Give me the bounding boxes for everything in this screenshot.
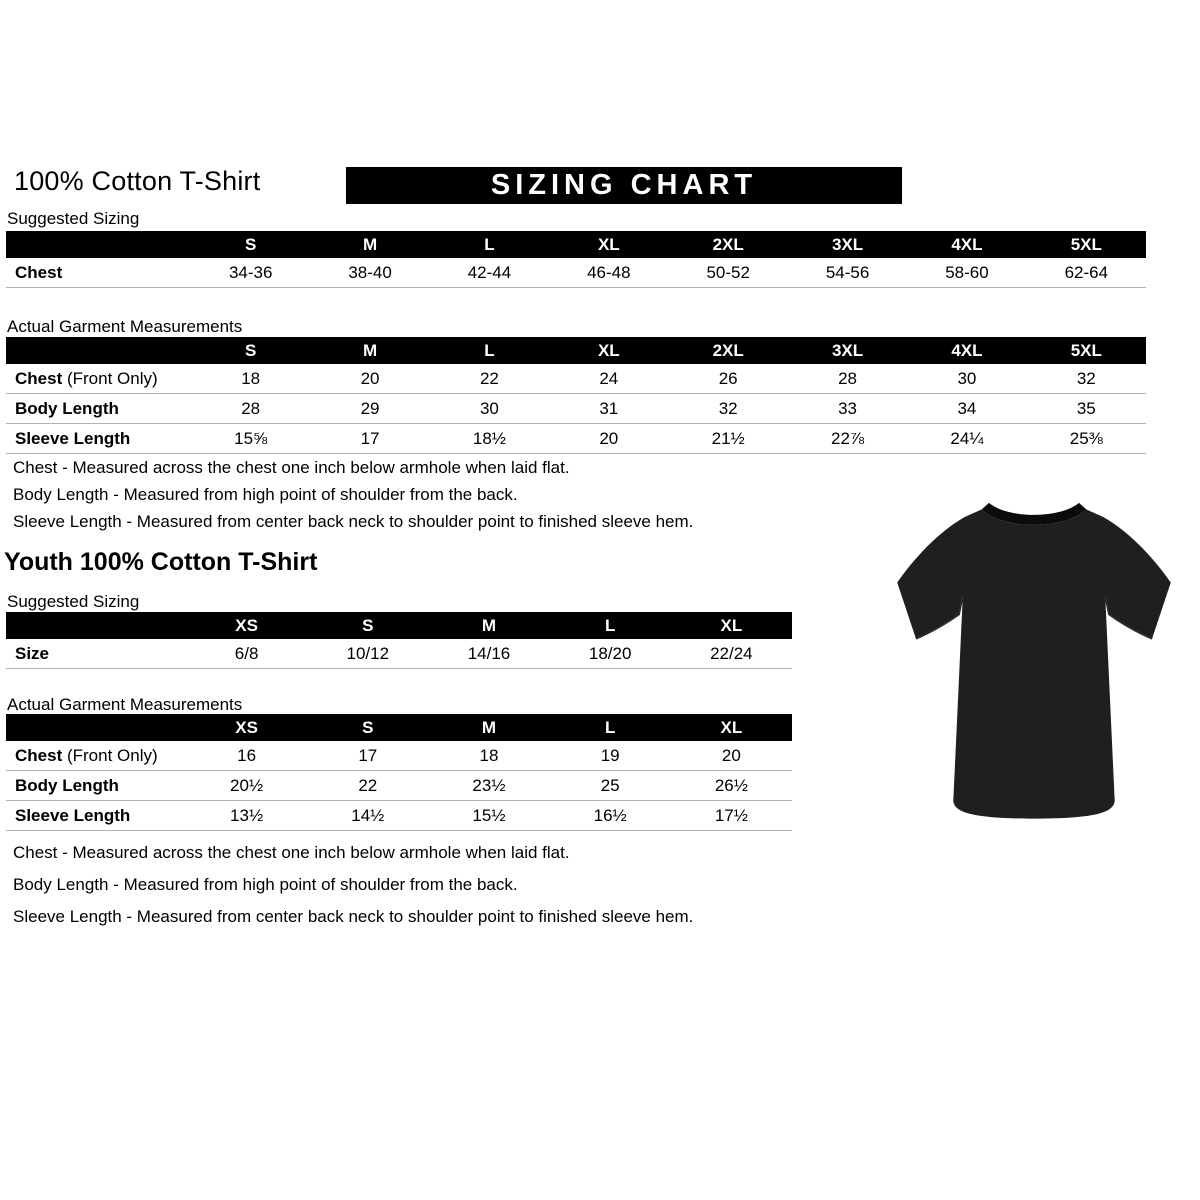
youth-suggested-sizing-label: Suggested Sizing xyxy=(7,592,140,611)
col-header: L xyxy=(430,337,549,364)
cell: 29 xyxy=(310,394,429,424)
col-header: 5XL xyxy=(1027,231,1146,258)
cell: 17 xyxy=(310,424,429,454)
empty-header-cell xyxy=(6,231,191,258)
col-header: 4XL xyxy=(907,337,1026,364)
cell: 24¼ xyxy=(907,424,1026,454)
tshirt-silhouette-icon xyxy=(884,472,1184,828)
page-title: 100% Cotton T-Shirt xyxy=(14,166,261,196)
youth-measurement-notes xyxy=(13,843,693,939)
cell: 16½ xyxy=(550,801,671,831)
col-header: M xyxy=(310,231,429,258)
col-header: S xyxy=(307,612,428,639)
col-header: M xyxy=(428,714,549,741)
col-header: M xyxy=(310,337,429,364)
col-header: S xyxy=(307,714,428,741)
col-header: XL xyxy=(549,337,668,364)
cell: 33 xyxy=(788,394,907,424)
cell: 50-52 xyxy=(669,258,788,288)
cell: 34-36 xyxy=(191,258,310,288)
cell: 32 xyxy=(669,394,788,424)
note-chest: Chest - Measured across the chest one inch below armhole when laid flat. xyxy=(13,843,570,862)
cell: 22 xyxy=(430,364,549,394)
cell: 58-60 xyxy=(907,258,1026,288)
cell: 35 xyxy=(1027,394,1146,424)
table-row xyxy=(6,424,1146,454)
row-label-suffix: (Front Only) xyxy=(62,745,158,765)
cell: 54-56 xyxy=(788,258,907,288)
note-body-length: Body Length - Measured from high point of shoulder from the back. xyxy=(13,485,518,504)
table-row xyxy=(6,741,792,771)
col-header: XL xyxy=(671,714,792,741)
col-header: XL xyxy=(671,612,792,639)
cell: 20 xyxy=(671,741,792,771)
youth-suggested-sizing-table xyxy=(6,612,792,669)
col-header: S xyxy=(191,231,310,258)
note-sleeve-length: Sleeve Length - Measured from center back neck to shoulder point to finished sleeve hem. xyxy=(13,512,694,531)
cell: 6/8 xyxy=(186,639,307,669)
cell: 17½ xyxy=(671,801,792,831)
table-row xyxy=(6,258,1146,288)
cell: 14½ xyxy=(307,801,428,831)
adult-measurement-notes xyxy=(13,458,693,539)
col-header: XS xyxy=(186,612,307,639)
cell: 22/24 xyxy=(671,639,792,669)
cell: 34 xyxy=(907,394,1026,424)
cell: 22 xyxy=(307,771,428,801)
youth-actual-garment-label: Actual Garment Measurements xyxy=(7,695,243,714)
cell: 20½ xyxy=(186,771,307,801)
adult-suggested-sizing-label: Suggested Sizing xyxy=(7,209,140,228)
adult-actual-garment-label: Actual Garment Measurements xyxy=(7,317,243,336)
cell: 20 xyxy=(549,424,668,454)
row-label xyxy=(6,741,186,771)
table-row xyxy=(6,801,792,831)
cell: 10/12 xyxy=(307,639,428,669)
row-label: Body Length xyxy=(6,771,186,801)
cell: 18 xyxy=(428,741,549,771)
table-row xyxy=(6,394,1146,424)
col-header: L xyxy=(550,714,671,741)
cell: 20 xyxy=(310,364,429,394)
cell: 22⅞ xyxy=(788,424,907,454)
col-header: 4XL xyxy=(907,231,1026,258)
cell: 25⅜ xyxy=(1027,424,1146,454)
empty-header-cell xyxy=(6,612,186,639)
row-label-text: Chest xyxy=(15,745,63,765)
cell: 15½ xyxy=(428,801,549,831)
row-label: Size xyxy=(6,639,186,669)
cell: 21½ xyxy=(669,424,788,454)
cell: 31 xyxy=(549,394,668,424)
col-header: 2XL xyxy=(669,337,788,364)
cell: 30 xyxy=(430,394,549,424)
row-label xyxy=(6,364,191,394)
cell: 18½ xyxy=(430,424,549,454)
cell: 62-64 xyxy=(1027,258,1146,288)
cell: 18 xyxy=(191,364,310,394)
table-row xyxy=(6,364,1146,394)
row-label: Sleeve Length xyxy=(6,801,186,831)
adult-suggested-sizing-table xyxy=(6,231,1146,288)
table-header-row xyxy=(6,612,792,639)
cell: 18/20 xyxy=(550,639,671,669)
banner-text: SIZING CHART xyxy=(490,169,758,201)
cell: 14/16 xyxy=(428,639,549,669)
cell: 13½ xyxy=(186,801,307,831)
cell: 28 xyxy=(788,364,907,394)
col-header: M xyxy=(428,612,549,639)
table-header-row xyxy=(6,231,1146,258)
row-label: Body Length xyxy=(6,394,191,424)
row-label-text: Chest xyxy=(15,368,63,388)
cell: 23½ xyxy=(428,771,549,801)
note-chest: Chest - Measured across the chest one inch below armhole when laid flat. xyxy=(13,458,570,477)
empty-header-cell xyxy=(6,714,186,741)
cell: 32 xyxy=(1027,364,1146,394)
row-label: Sleeve Length xyxy=(6,424,191,454)
col-header: 2XL xyxy=(669,231,788,258)
table-row xyxy=(6,639,792,669)
cell: 30 xyxy=(907,364,1026,394)
col-header: 3XL xyxy=(788,231,907,258)
empty-header-cell xyxy=(6,337,191,364)
cell: 26½ xyxy=(671,771,792,801)
cell: 25 xyxy=(550,771,671,801)
row-label: Chest xyxy=(6,258,191,288)
table-header-row xyxy=(6,714,792,741)
cell: 16 xyxy=(186,741,307,771)
col-header: XS xyxy=(186,714,307,741)
col-header: XL xyxy=(549,231,668,258)
black-tshirt-image xyxy=(884,472,1184,828)
col-header: S xyxy=(191,337,310,364)
col-header: L xyxy=(550,612,671,639)
adult-actual-measurements-table xyxy=(6,337,1146,454)
row-label-suffix: (Front Only) xyxy=(62,368,158,388)
table-header-row xyxy=(6,337,1146,364)
col-header: L xyxy=(430,231,549,258)
youth-actual-measurements-table xyxy=(6,714,792,831)
note-sleeve-length: Sleeve Length - Measured from center back neck to shoulder point to finished sleeve hem. xyxy=(13,907,694,926)
cell: 28 xyxy=(191,394,310,424)
table-row xyxy=(6,771,792,801)
cell: 26 xyxy=(669,364,788,394)
cell: 24 xyxy=(549,364,668,394)
cell: 46-48 xyxy=(549,258,668,288)
col-header: 5XL xyxy=(1027,337,1146,364)
cell: 38-40 xyxy=(310,258,429,288)
cell: 42-44 xyxy=(430,258,549,288)
cell: 17 xyxy=(307,741,428,771)
cell: 15⅝ xyxy=(191,424,310,454)
note-body-length: Body Length - Measured from high point of shoulder from the back. xyxy=(13,875,518,894)
col-header: 3XL xyxy=(788,337,907,364)
youth-section-title: Youth 100% Cotton T-Shirt xyxy=(4,548,318,576)
cell: 19 xyxy=(550,741,671,771)
sizing-chart-banner xyxy=(346,167,902,204)
